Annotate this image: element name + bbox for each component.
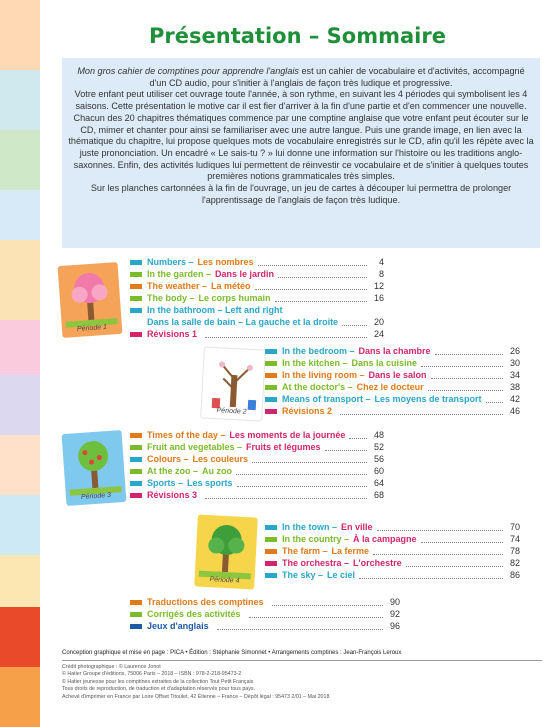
toc-entry-en: Sports – [147,478,184,488]
toc-entry-fr: La météo [211,281,251,291]
toc-entry-en: The sky – [282,570,324,580]
toc-entry[interactable] [130,269,384,280]
toc-entry-page: 38 [509,382,520,392]
toc-entry-en: Traductions des comptines [147,597,264,607]
toc-entry-en: Jeux d'anglais [147,621,209,631]
period-3-label: Période 3 [80,491,112,501]
credits-line-3: © Hatier Groupe d'éditions, 75006 Paris – 2018 – ISBN : 978-2-218-95473-2 [62,671,242,678]
toc-entry[interactable] [265,570,520,581]
toc-entry-page: 60 [373,466,384,476]
toc-entry-fr: Les moments de la journée [229,430,346,440]
toc-entry-en: Colours – [147,454,189,464]
toc-entry[interactable] [265,382,520,393]
toc-entry-en: In the kitchen – [282,358,348,368]
toc-entry-en: The farm – [282,546,328,556]
toc-entry-en: In the bedroom – [282,346,355,356]
period-2-illustration [200,346,266,421]
toc-entry[interactable] [265,546,520,557]
intro-box [62,58,540,248]
toc-entry-page: 8 [378,269,384,279]
period-4-illustration [194,514,258,589]
toc-entry-page: 68 [373,490,384,500]
toc-entry-page: 78 [509,546,520,556]
toc-entry-fr: L'orchestre [353,558,402,568]
toc-entry-fr: Dans la chambre [358,346,431,356]
toc-entry-en: Times of the day – [147,430,226,440]
toc-entry-fr: Les nombres [197,257,254,267]
toc-entry[interactable] [265,522,520,533]
intro-paragraph-4: Sur les planches cartonnées à la fin de l'ouvrage, un jeu de cartes à découper lui permettra de prolonger l'apprentissage de l'anglais de façon très ludique. [90,183,512,205]
toc-entry[interactable] [130,293,384,304]
intro-paragraph-2: Votre enfant peut utiliser cet ouvrage toute l'année, à son rythme, en suivant les 4 périodes qui symbolisent les 4 saisons. Cette présentation le motive car il est fier d'arriver à la fin d'une partie et d'en commencer une nouvelle. [74,89,528,112]
left-color-strip [0,0,40,727]
toc-entry-page: 24 [373,329,384,339]
toc-entry-en: In the garden – [147,269,212,279]
toc-entry[interactable] [265,534,520,545]
toc-entry-en: In the town – [282,522,337,532]
toc-entry-page: 90 [389,597,400,607]
toc-entry-fr: Dans la cuisine [351,358,418,368]
toc-entry[interactable] [147,317,384,328]
toc-entry-en: In the country – [282,534,350,544]
toc-entry[interactable] [130,442,384,453]
toc-entry[interactable] [265,346,520,357]
toc-entry-fr: Dans le salon [368,370,427,380]
toc-entry[interactable] [130,490,384,501]
toc-entry-page: 96 [389,621,400,631]
toc-entry-fr: La ferme [331,546,370,556]
toc-entry[interactable] [130,597,400,608]
toc-entry-en: In the bathroom – Left and right [147,305,283,315]
toc-entry[interactable] [265,358,520,369]
toc-entry-fr: À la campagne [353,534,417,544]
toc-entry-en: The orchestra – [282,558,350,568]
toc-entry[interactable] [265,406,520,417]
toc-entry-en: Révisions 2 [282,406,333,416]
toc-entry-page: 70 [509,522,520,532]
toc-entry-fr: Le ciel [327,570,356,580]
toc-entry-page: 82 [509,558,520,568]
toc-entry-en: Corrigés des activités [147,609,241,619]
credits-divider [62,660,542,661]
toc-entry-fr: Les sports [187,478,233,488]
toc-entry-fr: Les couleurs [192,454,249,464]
toc-entry[interactable] [130,257,384,268]
toc-entry[interactable] [130,621,400,632]
credits-line-1: Conception graphique et mise en page : PICA • Édition : Stéphanie Simonnet • Arrangements comptines : Jean-François Leroux [62,650,402,656]
period-2-label: Période 2 [216,407,247,416]
toc-entry-en: Means of transport – [282,394,371,404]
toc-entry-fr: Au zoo [202,466,232,476]
intro-text-1: est un cahier de vocabulaire et d'activités, accompagné d'un CD audio, pour s'initier à l'anglais de façon très ludique et progressive. [149,66,525,88]
credits-line-4: © Hatier jeunesse pour les comptines extraites de la collection Tout Petit Français [62,678,254,685]
toc-entry-page: 92 [389,609,400,619]
toc-entry-fr: Dans le jardin [215,269,275,279]
toc-entry-page: 20 [373,317,384,327]
toc-entry[interactable] [130,329,384,340]
toc-entry-page: 56 [373,454,384,464]
toc-entry-page: 16 [373,293,384,303]
toc-entry-en: The weather – [147,281,208,291]
toc-entry-page: 42 [509,394,520,404]
credits-line-5: Tous droits de reproduction, de traduction et d'adaptation réservés pour tous pays. [62,686,255,693]
toc-entry[interactable] [265,370,520,381]
toc-entry[interactable] [130,466,384,477]
toc-entry[interactable] [265,394,520,405]
toc-entry-en: Numbers – [147,257,194,267]
toc-entry[interactable] [130,281,384,292]
toc-entry[interactable] [130,305,384,316]
toc-entry-page: 48 [373,430,384,440]
toc-entry-page: 34 [509,370,520,380]
toc-entry-page: 86 [509,570,520,580]
page-title: Présentation – Sommaire [149,24,446,48]
toc-entry[interactable] [130,454,384,465]
toc-entry-fr: Le corps humain [198,293,271,303]
toc-entry-fr: Les moyens de transport [374,394,482,404]
credits-line-6: Achevé d'imprimer en France par Loire Offset Titoulet, 42 Étienne – France – Dépôt légal : 95473 2/01 – Mai 2018 [62,693,330,700]
toc-entry-en: In the living room – [282,370,365,380]
book-title: Mon gros cahier de comptines pour apprendre l'anglais [77,66,299,76]
toc-entry-en: The body – [147,293,195,303]
toc-entry-fr: En ville [341,522,373,532]
period-3-illustration [62,430,127,506]
toc-entry-page: 52 [373,442,384,452]
toc-entry-en: At the zoo – [147,466,198,476]
toc-entry-en: Révisions 3 [147,490,198,500]
toc-entry-page: 12 [373,281,384,291]
toc-entry-en: Fruit and vegetables – [147,442,243,452]
toc-entry-page: 4 [378,257,384,267]
credits [62,650,542,702]
period-1-illustration [58,262,123,338]
toc-entry-en: Révisions 1 [147,329,198,339]
period-4-label: Période 4 [209,576,240,585]
intro-paragraph-3: Chacun des 20 chapitres thématiques commence par une comptine anglaise que votre enfant peut écouter sur le CD, mimer et chanter pour ainsi se familiariser avec une autre langue. Puis une grande image, en lien avec la thématique du chapitre, lui propose quelques mots de vocabulaire enregistrés sur le CD, afin qu'il les répète avec la juste prononciation. Un encadré « Le sais-tu ? » lui donne une information sur l'histoire ou les traditions anglo-saxonnes. Enfin, des activités ludiques lui permettent de réinvestir ce vocabulaire et de s'initier à quelques toutes premières notions grammaticales très simples. [68,112,534,182]
toc-entry-page: 46 [509,406,520,416]
credits-line-2: Crédit photographique : © Laurence Jonot [62,663,161,670]
toc-entry-page: 26 [509,346,520,356]
toc-entry[interactable] [130,430,384,441]
toc-entry[interactable] [265,558,520,569]
toc-entry[interactable] [130,609,400,620]
toc-entry-page: 74 [509,534,520,544]
toc-entry[interactable] [130,478,384,489]
toc-entry-fr: Chez le docteur [356,382,424,392]
toc-entry-en: At the doctor's – [282,382,353,392]
intro-paragraph-1 [68,66,534,89]
toc-entry-page: 64 [373,478,384,488]
period-1-label: Période 1 [76,323,108,333]
toc-entry-fr: Dans la salle de bain – La gauche et la droite [147,317,339,327]
toc-entry-fr: Fruits et légumes [246,442,321,452]
toc-entry-page: 30 [509,358,520,368]
